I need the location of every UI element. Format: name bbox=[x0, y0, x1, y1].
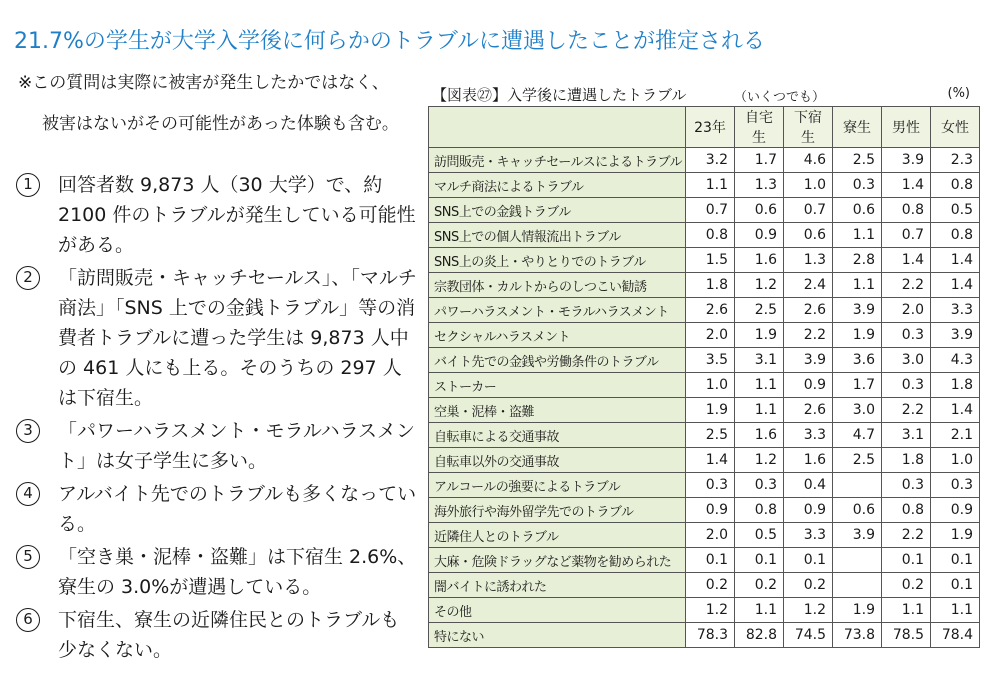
value-cell: 0.9 bbox=[931, 498, 980, 523]
table-row bbox=[429, 448, 980, 473]
value-cell: 0.8 bbox=[882, 498, 931, 523]
value-cell: 73.8 bbox=[833, 623, 882, 648]
row-label: バイト先での金銭や労働条件のトラブル bbox=[429, 348, 686, 373]
value-cell: 1.1 bbox=[735, 598, 784, 623]
value-cell: 3.0 bbox=[882, 348, 931, 373]
value-cell: 2.3 bbox=[931, 148, 980, 173]
value-cell: 1.2 bbox=[784, 598, 833, 623]
row-label: 大麻・危険ドラッグなど薬物を勧められた bbox=[429, 548, 686, 573]
value-cell: 0.8 bbox=[931, 173, 980, 198]
value-cell: 0.3 bbox=[735, 473, 784, 498]
value-cell: 0.8 bbox=[686, 223, 735, 248]
value-cell: 0.3 bbox=[882, 473, 931, 498]
value-cell: 1.3 bbox=[784, 248, 833, 273]
value-cell: 3.3 bbox=[931, 298, 980, 323]
value-cell: 2.6 bbox=[784, 298, 833, 323]
table-row bbox=[429, 248, 980, 273]
value-cell: 78.3 bbox=[686, 623, 735, 648]
value-cell: 0.9 bbox=[686, 498, 735, 523]
value-cell: 0.8 bbox=[735, 498, 784, 523]
value-cell: 0.2 bbox=[686, 573, 735, 598]
value-cell: 0.6 bbox=[833, 198, 882, 223]
value-cell bbox=[833, 473, 882, 498]
value-cell: 2.0 bbox=[882, 298, 931, 323]
value-cell: 0.1 bbox=[735, 548, 784, 573]
key-point bbox=[16, 605, 418, 665]
value-cell: 1.7 bbox=[833, 373, 882, 398]
table-row bbox=[429, 498, 980, 523]
table-row bbox=[429, 148, 980, 173]
table-row bbox=[429, 198, 980, 223]
value-cell: 0.1 bbox=[931, 548, 980, 573]
row-label: 海外旅行や海外留学先でのトラブル bbox=[429, 498, 686, 523]
table-subtitle: （いくつでも） bbox=[734, 90, 826, 105]
table-row bbox=[429, 623, 980, 648]
value-cell: 4.3 bbox=[931, 348, 980, 373]
value-cell: 0.3 bbox=[882, 323, 931, 348]
row-label: 自転車による交通事故 bbox=[429, 423, 686, 448]
value-cell: 2.4 bbox=[784, 273, 833, 298]
value-cell: 2.5 bbox=[735, 298, 784, 323]
value-cell bbox=[833, 573, 882, 598]
table-row bbox=[429, 423, 980, 448]
value-cell: 0.9 bbox=[784, 373, 833, 398]
value-cell: 0.8 bbox=[931, 223, 980, 248]
row-label: 特にない bbox=[429, 623, 686, 648]
trouble-survey-table bbox=[428, 106, 980, 648]
point-text: 「訪問販売・キャッチセールス」、「マルチ商法」「SNS 上での金銭トラブル」等の消費者トラブルに遭った学生は 9,873 人中の 461 人にも上る。そのうちの 297 人は下宿生。 bbox=[58, 267, 417, 409]
value-cell: 0.1 bbox=[882, 548, 931, 573]
row-label: SNS上での個人情報流出トラブル bbox=[429, 223, 686, 248]
point-text: 下宿生、寮生の近隣住民とのトラブルも少なくない。 bbox=[58, 609, 400, 661]
row-label: 宗教団体・カルトからのしつこい勧誘 bbox=[429, 273, 686, 298]
value-cell: 0.1 bbox=[784, 548, 833, 573]
value-cell: 4.6 bbox=[784, 148, 833, 173]
value-cell: 3.3 bbox=[784, 523, 833, 548]
row-label: SNS上の炎上・やりとりでのトラブル bbox=[429, 248, 686, 273]
value-cell: 3.6 bbox=[833, 348, 882, 373]
value-cell: 0.6 bbox=[833, 498, 882, 523]
value-cell: 1.6 bbox=[784, 448, 833, 473]
value-cell: 1.1 bbox=[735, 373, 784, 398]
table-row bbox=[429, 323, 980, 348]
value-cell: 2.5 bbox=[833, 448, 882, 473]
table-unit: (%) bbox=[947, 86, 970, 101]
column-header: 自宅生 bbox=[735, 107, 784, 148]
value-cell: 1.4 bbox=[931, 273, 980, 298]
value-cell: 1.7 bbox=[735, 148, 784, 173]
value-cell: 1.4 bbox=[686, 448, 735, 473]
value-cell: 1.0 bbox=[784, 173, 833, 198]
value-cell: 2.2 bbox=[882, 273, 931, 298]
row-label: 空巣・泥棒・盗難 bbox=[429, 398, 686, 423]
point-text: 回答者数 9,873 人（30 大学）で、約2100 件のトラブルが発生している可能性がある。 bbox=[58, 174, 416, 256]
value-cell: 0.9 bbox=[784, 498, 833, 523]
value-cell: 1.8 bbox=[931, 373, 980, 398]
row-label: セクシャルハラスメント bbox=[429, 323, 686, 348]
value-cell: 74.5 bbox=[784, 623, 833, 648]
key-point bbox=[16, 479, 418, 539]
value-cell: 0.7 bbox=[686, 198, 735, 223]
column-header: 寮生 bbox=[833, 107, 882, 148]
value-cell: 1.1 bbox=[882, 598, 931, 623]
value-cell: 3.9 bbox=[882, 148, 931, 173]
value-cell: 3.9 bbox=[833, 298, 882, 323]
table-caption bbox=[430, 84, 978, 104]
table-row bbox=[429, 173, 980, 198]
value-cell: 2.6 bbox=[686, 298, 735, 323]
row-label: アルコールの強要によるトラブル bbox=[429, 473, 686, 498]
value-cell: 1.9 bbox=[833, 598, 882, 623]
value-cell: 2.8 bbox=[833, 248, 882, 273]
value-cell: 0.1 bbox=[931, 573, 980, 598]
value-cell: 0.5 bbox=[735, 523, 784, 548]
column-header: 女性 bbox=[931, 107, 980, 148]
table-row bbox=[429, 398, 980, 423]
header-corner-cell bbox=[429, 107, 686, 148]
value-cell: 2.0 bbox=[686, 323, 735, 348]
value-cell: 1.4 bbox=[931, 248, 980, 273]
table-row bbox=[429, 273, 980, 298]
column-header: 男性 bbox=[882, 107, 931, 148]
point-text: 「空き巣・泥棒・盗難」は下宿生 2.6%、寮生の 3.0%が遭遇している。 bbox=[58, 546, 417, 598]
row-label: ストーカー bbox=[429, 373, 686, 398]
value-cell: 3.9 bbox=[931, 323, 980, 348]
note-line-1: ※この質問は実際に被害が発生したかではなく、 bbox=[18, 73, 389, 93]
value-cell: 1.9 bbox=[833, 323, 882, 348]
value-cell: 4.7 bbox=[833, 423, 882, 448]
row-label: 自転車以外の交通事故 bbox=[429, 448, 686, 473]
value-cell: 0.5 bbox=[931, 198, 980, 223]
value-cell: 1.4 bbox=[882, 248, 931, 273]
value-cell: 2.0 bbox=[686, 523, 735, 548]
value-cell: 3.3 bbox=[784, 423, 833, 448]
table-row bbox=[429, 223, 980, 248]
value-cell: 1.8 bbox=[686, 273, 735, 298]
value-cell: 2.2 bbox=[882, 523, 931, 548]
value-cell: 0.3 bbox=[686, 473, 735, 498]
value-cell: 1.9 bbox=[686, 398, 735, 423]
value-cell: 1.3 bbox=[735, 173, 784, 198]
value-cell: 2.5 bbox=[686, 423, 735, 448]
page-title: 21.7%の学生が大学入学後に何らかのトラブルに遭遇したことが推定される bbox=[14, 29, 766, 54]
value-cell: 78.5 bbox=[882, 623, 931, 648]
value-cell: 1.1 bbox=[735, 398, 784, 423]
value-cell: 2.6 bbox=[784, 398, 833, 423]
table-row bbox=[429, 523, 980, 548]
row-label: SNS上での金銭トラブル bbox=[429, 198, 686, 223]
column-header: 下宿生 bbox=[784, 107, 833, 148]
value-cell: 1.8 bbox=[882, 448, 931, 473]
value-cell: 3.0 bbox=[833, 398, 882, 423]
table-row bbox=[429, 598, 980, 623]
value-cell: 0.4 bbox=[784, 473, 833, 498]
point-number-icon: 1 bbox=[16, 173, 40, 197]
value-cell: 2.2 bbox=[882, 398, 931, 423]
value-cell: 1.1 bbox=[686, 173, 735, 198]
table-row bbox=[429, 573, 980, 598]
row-label: その他 bbox=[429, 598, 686, 623]
row-label: 闇バイトに誘われた bbox=[429, 573, 686, 598]
key-point bbox=[16, 170, 418, 260]
value-cell: 1.2 bbox=[735, 273, 784, 298]
row-label: マルチ商法によるトラブル bbox=[429, 173, 686, 198]
column-header: 23年 bbox=[686, 107, 735, 148]
value-cell: 0.9 bbox=[735, 223, 784, 248]
point-number-icon: 4 bbox=[16, 482, 40, 506]
value-cell: 1.5 bbox=[686, 248, 735, 273]
table-row bbox=[429, 348, 980, 373]
value-cell: 82.8 bbox=[735, 623, 784, 648]
table-row bbox=[429, 548, 980, 573]
value-cell: 0.2 bbox=[735, 573, 784, 598]
value-cell: 1.9 bbox=[735, 323, 784, 348]
value-cell: 3.9 bbox=[833, 523, 882, 548]
value-cell: 0.6 bbox=[784, 223, 833, 248]
table-title: 【図表㉗】入学後に遭遇したトラブル bbox=[432, 86, 687, 104]
table-row bbox=[429, 473, 980, 498]
value-cell: 1.4 bbox=[931, 398, 980, 423]
value-cell: 78.4 bbox=[931, 623, 980, 648]
value-cell: 3.1 bbox=[735, 348, 784, 373]
value-cell: 0.3 bbox=[882, 373, 931, 398]
value-cell: 3.1 bbox=[882, 423, 931, 448]
point-number-icon: 5 bbox=[16, 545, 40, 569]
value-cell: 1.0 bbox=[686, 373, 735, 398]
value-cell: 3.9 bbox=[784, 348, 833, 373]
table-row bbox=[429, 373, 980, 398]
table-row bbox=[429, 298, 980, 323]
value-cell: 0.2 bbox=[784, 573, 833, 598]
row-label: 訪問販売・キャッチセールスによるトラブル bbox=[429, 148, 686, 173]
value-cell: 1.6 bbox=[735, 423, 784, 448]
row-label: パワーハラスメント・モラルハラスメント bbox=[429, 298, 686, 323]
value-cell: 1.9 bbox=[931, 523, 980, 548]
key-points-list bbox=[16, 170, 418, 668]
value-cell: 0.6 bbox=[735, 198, 784, 223]
value-cell: 1.1 bbox=[833, 273, 882, 298]
value-cell: 0.7 bbox=[784, 198, 833, 223]
value-cell: 3.5 bbox=[686, 348, 735, 373]
value-cell: 0.1 bbox=[686, 548, 735, 573]
value-cell: 1.1 bbox=[833, 223, 882, 248]
value-cell: 1.0 bbox=[931, 448, 980, 473]
row-label: 近隣住人とのトラブル bbox=[429, 523, 686, 548]
value-cell: 1.6 bbox=[735, 248, 784, 273]
value-cell: 0.7 bbox=[882, 223, 931, 248]
point-number-icon: 6 bbox=[16, 608, 40, 632]
value-cell: 2.5 bbox=[833, 148, 882, 173]
value-cell: 2.1 bbox=[931, 423, 980, 448]
value-cell: 1.2 bbox=[686, 598, 735, 623]
key-point bbox=[16, 416, 418, 476]
value-cell: 3.2 bbox=[686, 148, 735, 173]
note-line-2: 被害はないがその可能性があった体験も含む。 bbox=[42, 114, 399, 134]
value-cell: 1.1 bbox=[931, 598, 980, 623]
value-cell: 2.2 bbox=[784, 323, 833, 348]
key-point bbox=[16, 542, 418, 602]
value-cell bbox=[833, 548, 882, 573]
value-cell: 0.3 bbox=[833, 173, 882, 198]
value-cell: 0.3 bbox=[931, 473, 980, 498]
point-number-icon: 3 bbox=[16, 419, 40, 443]
value-cell: 0.8 bbox=[882, 198, 931, 223]
value-cell: 1.2 bbox=[735, 448, 784, 473]
point-number-icon: 2 bbox=[16, 266, 40, 290]
value-cell: 1.4 bbox=[882, 173, 931, 198]
point-text: 「パワーハラスメント・モラルハラスメント」は女子学生に多い。 bbox=[58, 420, 416, 472]
value-cell: 0.2 bbox=[882, 573, 931, 598]
key-point bbox=[16, 263, 418, 413]
point-text: アルバイト先でのトラブルも多くなっている。 bbox=[58, 483, 417, 535]
table-header-row bbox=[429, 107, 980, 148]
